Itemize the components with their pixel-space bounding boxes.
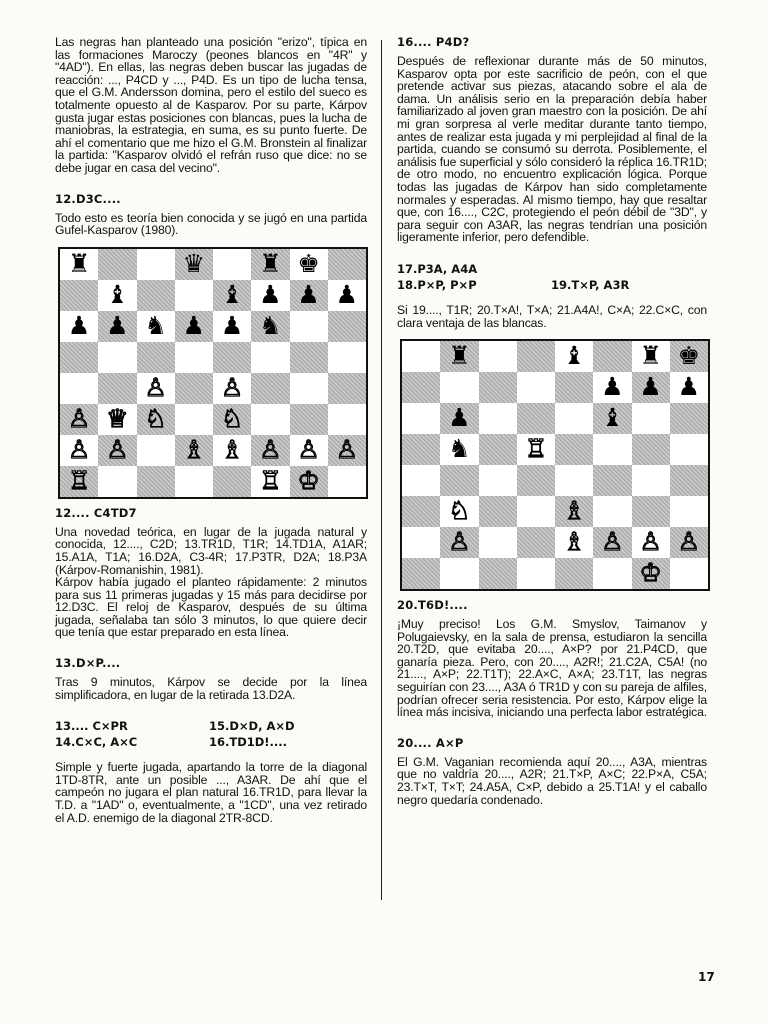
board-square <box>593 434 631 465</box>
board-square <box>632 496 670 527</box>
board-square <box>479 527 517 558</box>
chess-piece-bP-icon: ♟ <box>297 280 320 309</box>
move-pairs-13-16 <box>55 719 367 749</box>
board-square <box>593 465 631 496</box>
board-square <box>593 372 631 403</box>
board-square <box>290 280 328 311</box>
board-square <box>670 527 708 558</box>
board-square <box>251 311 289 342</box>
board-square <box>175 311 213 342</box>
board-square <box>98 311 136 342</box>
board-square <box>98 373 136 404</box>
left-column <box>55 36 367 842</box>
chess-piece-bP-icon: ♟ <box>639 373 662 402</box>
board-square <box>98 280 136 311</box>
board-square <box>632 372 670 403</box>
board-square <box>479 434 517 465</box>
board-square <box>60 280 98 311</box>
board-square <box>632 434 670 465</box>
paragraph-intro: Las negras han planteado una posición "erizo", típica en las formaciones Maroczy (peones blancos en "4R" y "4AD"). En ellas, las negras deben buscar las jugadas de reacción: ..., P4CD y ..., P4D. Es un tipo de lucha tensa, que el G.M. Andersson domina, pero el estilo del sueco es totalmente opuesto al de Kasparov. Por su parte, Kárpov gusta jugar estas posiciones con blancas, pues la lucha de maniobras, la estrategia, en suma, es su punto fuerte. De ahí el comentario que me hizo el G.M. Bronstein al finalizar la partida: "Kasparov olvidó el refrán ruso que dice: no se debe jugar en casa del vecino". <box>55 35 367 175</box>
board-square <box>517 341 555 372</box>
board-square <box>555 372 593 403</box>
board-square <box>402 558 440 589</box>
board-square <box>479 558 517 589</box>
move-pair-row <box>397 278 707 292</box>
board-square <box>593 403 631 434</box>
right-column <box>397 36 707 824</box>
board-square <box>440 341 478 372</box>
chess-piece-bP-icon: ♟ <box>182 311 206 340</box>
board-square <box>251 249 289 280</box>
chess-piece-wR-icon: ♖ <box>259 466 282 495</box>
board-square <box>290 466 328 497</box>
board-square <box>213 404 251 435</box>
board-square <box>251 435 289 466</box>
chess-piece-bP-icon: ♟ <box>220 311 244 340</box>
board-square <box>175 466 213 497</box>
board-square <box>632 527 670 558</box>
board-square <box>251 280 289 311</box>
chess-piece-wP-icon: ♙ <box>601 528 624 557</box>
board-square <box>555 341 593 372</box>
chess-piece-wP-icon: ♙ <box>67 435 91 464</box>
board-square <box>137 404 175 435</box>
board-square <box>175 373 213 404</box>
board-square <box>213 280 251 311</box>
chess-piece-bN-icon: ♞ <box>144 311 167 340</box>
chess-piece-bP-icon: ♟ <box>601 373 624 402</box>
chess-piece-bB-icon: ♝ <box>220 280 244 309</box>
chess-piece-bB-icon: ♝ <box>562 342 586 371</box>
chess-piece-bP-icon: ♟ <box>677 373 701 402</box>
board-square <box>175 342 213 373</box>
board-square <box>290 435 328 466</box>
paragraph-simple-strong: Simple y fuerte jugada, apartando la torre de la diagonal 1TD-8TR, ante un posible ..., A3AR. De ahí que el campeón no jugara el plan natural 16.TR1D, para llevar la T.D. a "1AD" o, eventualmente, a "1CD", una vez retirado el A.D. enemigo de la diagonal 2TR-8CD. <box>55 760 367 825</box>
move-pair-row <box>55 735 367 749</box>
board-square <box>137 373 175 404</box>
chess-piece-bR-icon: ♜ <box>67 249 91 278</box>
board-square <box>137 466 175 497</box>
board-square <box>402 403 440 434</box>
board-square <box>213 435 251 466</box>
board-square <box>328 280 366 311</box>
chess-piece-wP-icon: ♙ <box>67 404 91 433</box>
chess-piece-bP-icon: ♟ <box>67 311 91 340</box>
move-15: 15.D×D, A×D <box>209 719 295 734</box>
board-square <box>440 372 478 403</box>
paragraph-novelty: Una novedad teórica, en lugar de la jugada natural y conocida, 12...., C2D; 13.TR1D, T1R; 14.TD1A, A1AR; 15.A1A, T1A; 16.D2A, C3-4R; 17.P3TR, D2A; 18.P3A (Kárpov-Romanishin, 1981). <box>55 524 367 577</box>
chess-piece-bR-icon: ♜ <box>448 342 471 371</box>
chess-piece-wP-icon: ♙ <box>448 528 471 557</box>
board-square <box>440 403 478 434</box>
chess-diagram-2 <box>400 339 710 591</box>
board-square <box>517 403 555 434</box>
board-square <box>555 496 593 527</box>
board-square <box>137 280 175 311</box>
move-20-t6d: 20.T6D!.... <box>397 598 468 613</box>
board-square <box>60 311 98 342</box>
board-square <box>328 466 366 497</box>
move-14: 14.C×C, A×C <box>55 735 138 750</box>
chess-piece-wQ-icon: ♕ <box>106 404 129 433</box>
board-square <box>632 403 670 434</box>
chess-piece-bK-icon: ♚ <box>297 249 320 278</box>
board-square <box>670 372 708 403</box>
board-square <box>402 434 440 465</box>
board-square <box>98 435 136 466</box>
board-square <box>632 558 670 589</box>
board-square <box>517 465 555 496</box>
chess-piece-wR-icon: ♖ <box>524 435 548 464</box>
board-square <box>328 404 366 435</box>
chess-piece-wP-icon: ♙ <box>259 435 282 464</box>
chess-piece-wK-icon: ♔ <box>297 466 320 495</box>
board-square <box>440 496 478 527</box>
board-square <box>593 496 631 527</box>
move-17: 17.P3A, A4A <box>397 261 478 276</box>
chess-piece-bB-icon: ♝ <box>106 280 129 309</box>
chess-piece-bP-icon: ♟ <box>106 311 129 340</box>
chess-piece-bB-icon: ♝ <box>601 404 624 433</box>
board-square <box>440 465 478 496</box>
board-square <box>517 527 555 558</box>
board-square <box>98 249 136 280</box>
board-square <box>479 403 517 434</box>
move-20-axp: 20.... A×P <box>397 735 464 750</box>
board-square <box>593 527 631 558</box>
board-square <box>632 465 670 496</box>
board-square <box>479 372 517 403</box>
chess-piece-wB-icon: ♗ <box>562 497 586 526</box>
chess-piece-bP-icon: ♟ <box>259 280 282 309</box>
chess-piece-wN-icon: ♘ <box>220 404 244 433</box>
chess-diagram-1 <box>58 247 368 499</box>
board-square <box>670 403 708 434</box>
move-18: 18.P×P, P×P <box>397 277 477 292</box>
paragraph-karpov-decides: Tras 9 minutos, Kárpov se decide por la línea simplificadora, en lugar de la retirada 13.D2A. <box>55 675 367 702</box>
board-square <box>137 342 175 373</box>
board-square <box>60 404 98 435</box>
board-square <box>60 373 98 404</box>
board-square <box>213 466 251 497</box>
board-square <box>137 249 175 280</box>
board-square <box>60 342 98 373</box>
move-16: 16.TD1D!.... <box>209 735 288 750</box>
board-square <box>213 373 251 404</box>
board-square <box>60 466 98 497</box>
board-square <box>670 434 708 465</box>
board-square <box>402 465 440 496</box>
paragraph-variation: Si 19...., T1R; 20.T×A!, T×A; 21.A4A!, C×A; 22.C×C, con clara ventaja de las blancas. <box>397 302 707 330</box>
board-square <box>251 373 289 404</box>
board-square <box>175 249 213 280</box>
board-square <box>328 249 366 280</box>
board-square <box>290 342 328 373</box>
paragraph-clock: Kárpov había jugado el planteo rápidamente: 2 minutos para sus 11 primeras jugadas y 15 más para decidirse por 12.D3C. El reloj de Kasparov, después de su última jugada, señalaba tan sólo 3 minutos, lo que quiere decir que tenía que estar preparado en esta línea. <box>55 575 367 640</box>
board-square <box>517 434 555 465</box>
paragraph-reflection: Después de reflexionar durante más de 50 minutos, Kasparov opta por este sacrificio de peón, con el que pretende activar sus piezas, atacando sobre el ala de dama. Un análisis serio en la preparación debía haber familiarizado al joven gran maestro con la posición. De ahí mi gran sorpresa al verle meditar durante tanto tiempo, antes de realizar esta jugada y mi perplejidad al final de la partida, cuando se consumó su derrota. Posiblemente, el análisis fue superficial y sólo consideró la réplica 16.TR1D; de otro modo, no encuentro explicación lógica. Porque todas las jugadas de Kárpov han sido completamente normales y esperadas. Al mismo tiempo, hay que resaltar que, con 16...., C2C, protegiendo el peón débil de "3D", y para seguir con A3AR, las negras tendrían una posición ligeramente inferior, pero defendible. <box>397 54 707 245</box>
paragraph-precise: ¡Muy preciso! Los G.M. Smyslov, Taimanov y Polugaievsky, en la sala de prensa, estudiaron la sencilla 20.T2D, que evitaba 20...., A×P? por 21.P4CD, que ganaría pieza. Pero, con 20...., A2R!; 21.C2A, C5A! (no 21...., A×P; 22.T1T); 22.A×C, A×A; 23.T1T, las negras seguirían con 23...., A3A ó TR1D y con su pareja de alfiles, podrían ofrecer seria resistencia. Por esto, Kárpov elige la línea más incisiva, iniciando una perfecta labor estratégica. <box>397 617 707 720</box>
move-pairs-17-19 <box>397 262 707 292</box>
board-square <box>328 435 366 466</box>
chess-piece-wP-icon: ♙ <box>639 528 662 557</box>
chess-piece-wN-icon: ♘ <box>144 404 167 433</box>
board-square <box>213 249 251 280</box>
board-square <box>440 434 478 465</box>
board-square <box>479 465 517 496</box>
board-square <box>593 341 631 372</box>
board-square <box>137 435 175 466</box>
move-13: 13.... C×PR <box>55 719 128 734</box>
chess-piece-wK-icon: ♔ <box>639 559 662 588</box>
chess-piece-wP-icon: ♙ <box>106 435 129 464</box>
move-16-p4d: 16.... P4D? <box>397 35 470 49</box>
board-square <box>98 466 136 497</box>
board-square <box>555 465 593 496</box>
chess-piece-wP-icon: ♙ <box>220 373 244 402</box>
chess-piece-wP-icon: ♙ <box>335 435 359 464</box>
board-square <box>290 373 328 404</box>
board-square <box>632 341 670 372</box>
board-square <box>479 341 517 372</box>
board-square <box>290 311 328 342</box>
board-square <box>555 527 593 558</box>
chess-piece-bQ-icon: ♛ <box>182 249 206 278</box>
paragraph-vaganian: El G.M. Vaganian recomienda aquí 20...., A3A, mientras que no valdría 20...., A2R; 21.T×P, A×C; 22.P×A, C5A; 23.T×T, T×T; 24.A5A, C×P, debido a 25.T1A! y el caballo negro quedaría condenado. <box>397 754 707 807</box>
board-square <box>555 558 593 589</box>
chess-piece-bK-icon: ♚ <box>677 342 701 371</box>
chess-piece-wP-icon: ♙ <box>144 373 167 402</box>
board-square <box>98 342 136 373</box>
board-square <box>555 403 593 434</box>
chess-piece-bN-icon: ♞ <box>259 311 282 340</box>
chess-piece-bP-icon: ♟ <box>335 280 359 309</box>
board-square <box>137 311 175 342</box>
board-square <box>402 372 440 403</box>
board-square <box>670 465 708 496</box>
chess-piece-wP-icon: ♙ <box>297 435 320 464</box>
board-square <box>593 558 631 589</box>
board-square <box>213 342 251 373</box>
chess-piece-bN-icon: ♞ <box>448 435 471 464</box>
board-square <box>328 373 366 404</box>
chess-piece-wB-icon: ♗ <box>182 435 206 464</box>
board-square <box>213 311 251 342</box>
board-square <box>60 249 98 280</box>
chess-piece-wR-icon: ♖ <box>67 466 91 495</box>
move-pair-row <box>397 262 707 276</box>
board-square <box>517 496 555 527</box>
board-square <box>251 466 289 497</box>
chess-piece-bR-icon: ♜ <box>639 342 662 371</box>
board-square <box>555 434 593 465</box>
board-square <box>290 404 328 435</box>
column-divider <box>381 40 382 900</box>
chess-piece-wB-icon: ♗ <box>220 435 244 464</box>
board-square <box>251 342 289 373</box>
board-square <box>402 496 440 527</box>
board-square <box>175 280 213 311</box>
board-square <box>440 527 478 558</box>
chess-piece-wN-icon: ♘ <box>448 497 471 526</box>
board-square <box>175 404 213 435</box>
board-square <box>175 435 213 466</box>
board-square <box>479 496 517 527</box>
board-square <box>402 341 440 372</box>
board-square <box>670 341 708 372</box>
paragraph-theory: Todo esto es teoría bien conocida y se jugó en una partida Gufel-Kasparov (1980). <box>55 210 367 238</box>
chess-piece-bR-icon: ♜ <box>259 249 282 278</box>
board-square <box>440 558 478 589</box>
move-12-d3c: 12.D3C.... <box>55 191 121 206</box>
chess-piece-bP-icon: ♟ <box>448 404 471 433</box>
move-13-dxp: 13.D×P.... <box>55 656 121 671</box>
board-square <box>517 372 555 403</box>
board-square <box>328 342 366 373</box>
move-19: 19.T×P, A3R <box>551 277 630 292</box>
board-square <box>60 435 98 466</box>
board-square <box>402 527 440 558</box>
board-square <box>328 311 366 342</box>
page-number: 17 <box>698 970 715 984</box>
chess-piece-wB-icon: ♗ <box>562 528 586 557</box>
board-square <box>251 404 289 435</box>
board-square <box>517 558 555 589</box>
move-pair-row <box>55 719 367 733</box>
move-12-c4td7: 12.... C4TD7 <box>55 505 137 520</box>
board-square <box>98 404 136 435</box>
board-square <box>670 558 708 589</box>
board-square <box>290 249 328 280</box>
chess-piece-wP-icon: ♙ <box>677 528 701 557</box>
board-square <box>670 496 708 527</box>
